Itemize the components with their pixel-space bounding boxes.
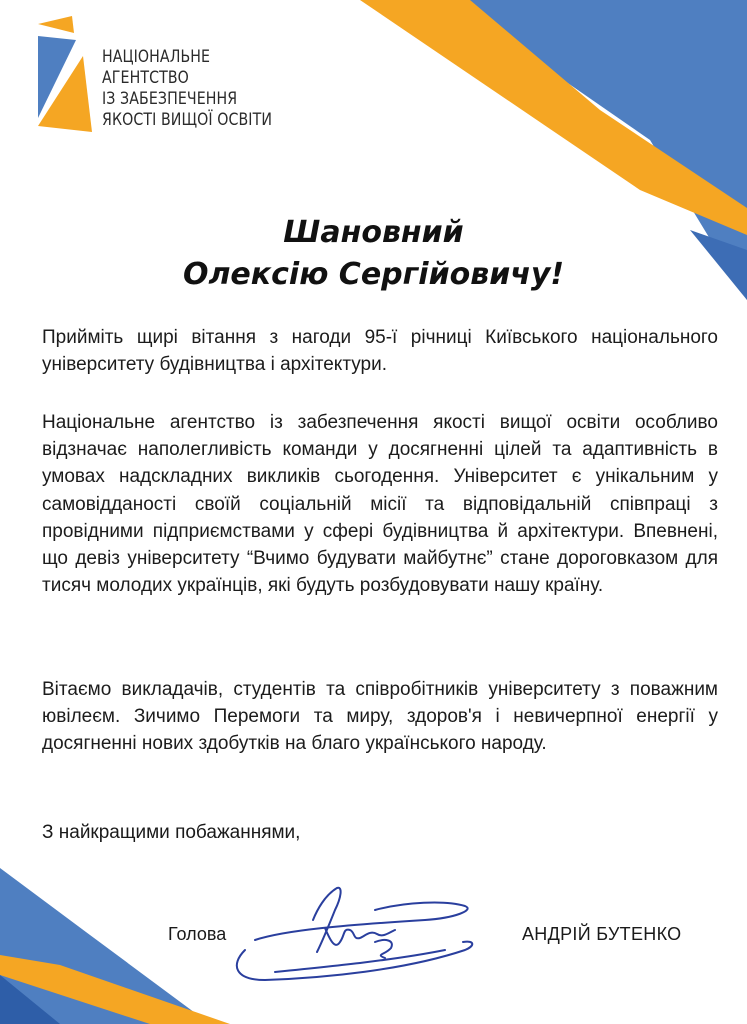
handwritten-signature: [225, 880, 485, 1000]
paragraph-wishes: Вітаємо викладачів, студентів та співробітників університету з поважним ювілеєм. Зичимо Перемоги та миру, здоров'я і невичерпної енергії у досягненні нових здобутків на благо українського народу.: [42, 679, 718, 755]
signer-name: АНДРІЙ БУТЕНКО: [522, 924, 682, 944]
organization-name-line: ЯКОСТІ ВИЩОЇ ОСВІТИ: [102, 110, 273, 129]
paragraph-greeting: Прийміть щирі вітання з нагоди 95-ї річниці Київського національного університету будівництва і архітектури.: [42, 327, 718, 376]
organization-name-line: ІЗ ЗАБЕЗПЕЧЕННЯ: [102, 89, 238, 108]
closing-phrase: З найкращими побажаннями,: [42, 822, 301, 843]
paragraph-main: Національне агентство із забезпечення якості вищої освіти особливо відзначає наполегливість команди у досягненні цілей та адаптивність в умовах надскладних викликів сьогодення. Університет є унікальним у самовідданості своїй соціальній місії та відповідальній співпраці з провідними підприємствами у сфері будівництва й архітектури. Впевнені, що девіз університету “Вчимо будувати майбутнє” стане дороговказом для тисяч молодих українців, які будуть розбудовувати нашу країну.: [42, 412, 718, 597]
salutation-line: Олексію Сергійовичу!: [182, 257, 565, 292]
agency-logo-icon: [38, 16, 94, 138]
organization-name-line: НАЦІОНАЛЬНЕ: [102, 47, 211, 66]
salutation: [0, 212, 747, 296]
signer-position: Голова: [168, 924, 227, 944]
organization-name: [102, 46, 272, 130]
salutation-line: Шановний: [283, 215, 464, 250]
logo-top-orange: [38, 16, 74, 33]
organization-name-line: АГЕНТСТВО: [102, 68, 189, 87]
